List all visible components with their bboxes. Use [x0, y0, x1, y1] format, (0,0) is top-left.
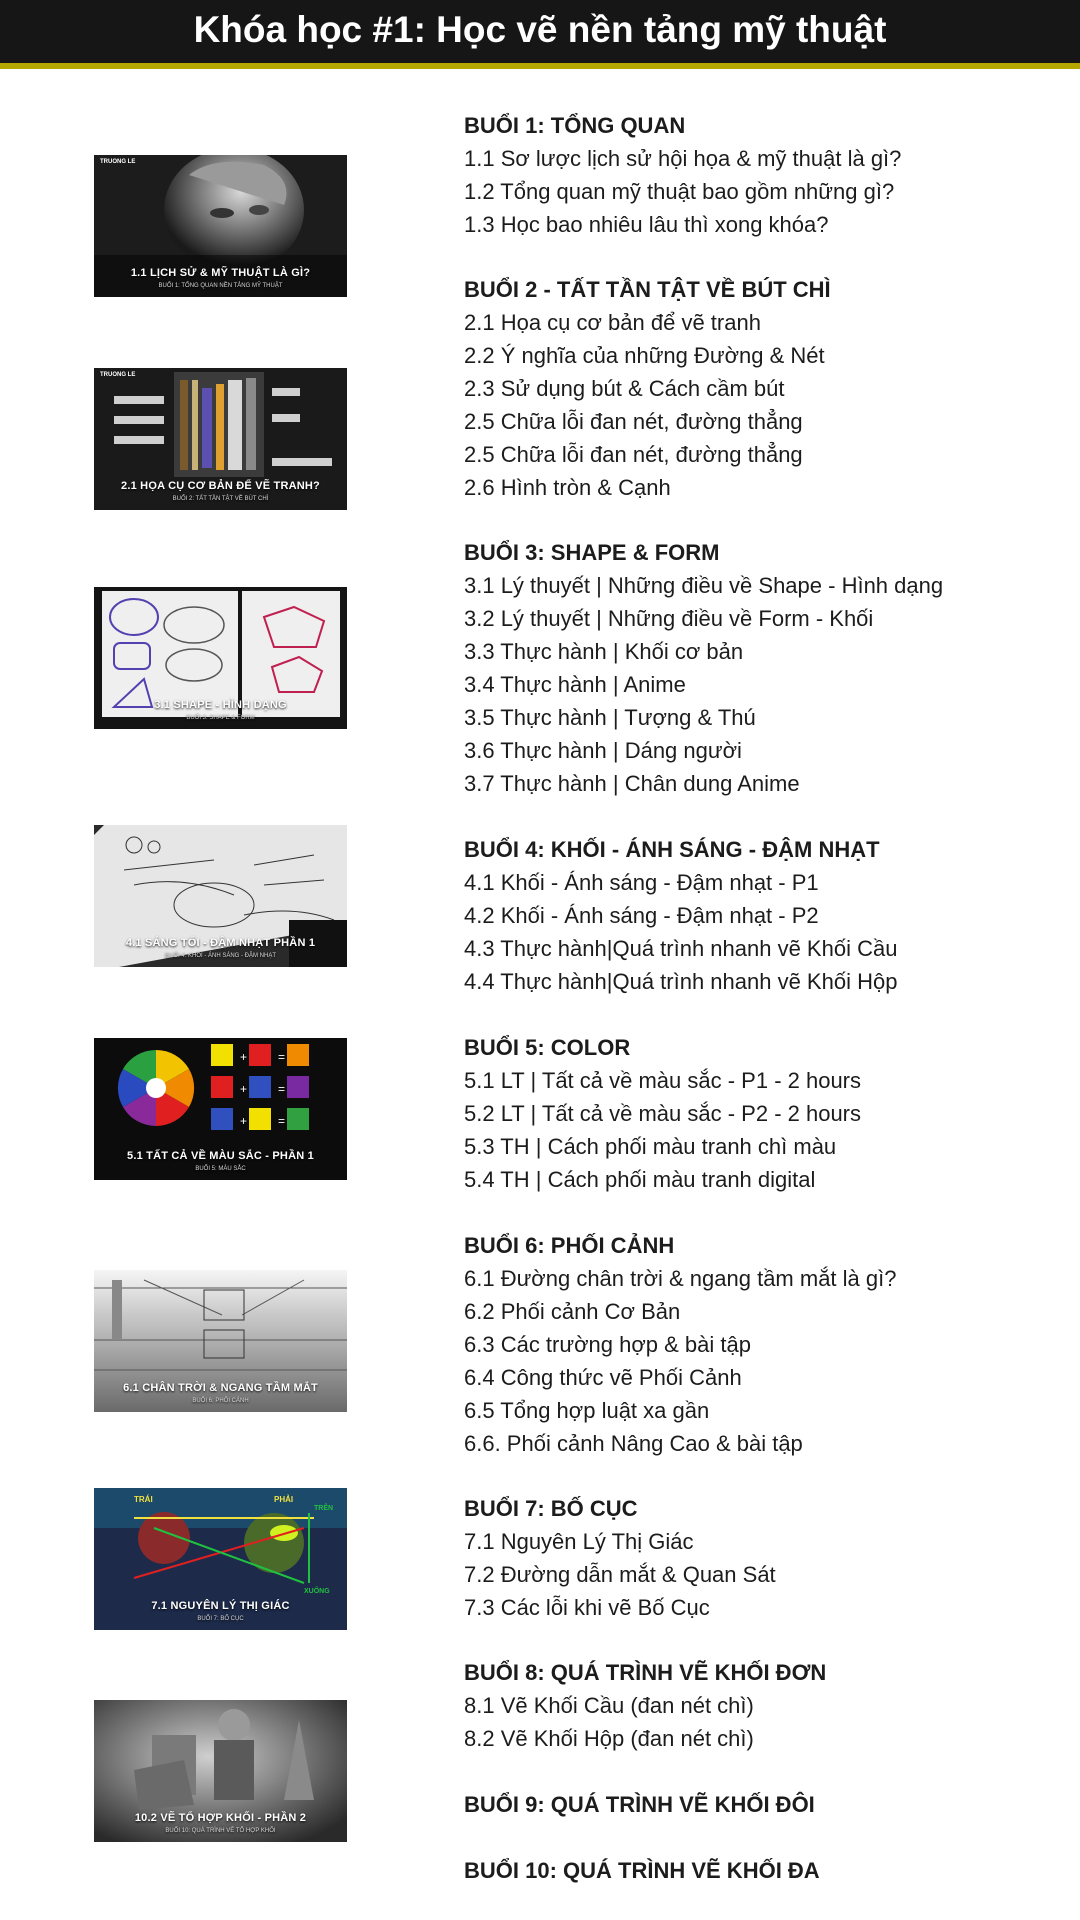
svg-text:=: =	[278, 1050, 286, 1064]
lesson-item[interactable]: 3.1 Lý thuyết | Những điều về Shape - Hình dạng	[464, 573, 944, 598]
thumbnail-subtitle: BUỔI 3: SHAPE & FORM	[186, 715, 255, 721]
session-1	[464, 109, 901, 241]
thumbnail-caption: 4.1 SÁNG TỐI - ĐẬM NHẠT PHẦN 1	[125, 937, 316, 949]
lesson-item[interactable]: 2.5 Chữa lỗi đan nét, đường thẳng	[464, 409, 803, 434]
video-thumbnail-1[interactable]	[94, 155, 347, 297]
lesson-item[interactable]: 4.2 Khối - Ánh sáng - Đậm nhạt - P2	[464, 903, 819, 928]
session-3	[464, 536, 943, 800]
video-thumbnail-3[interactable]	[94, 587, 347, 729]
thumbnail-subtitle: BUỔI 2: TẤT TẦN TẬT VỀ BÚT CHÌ	[172, 496, 269, 502]
svg-text:+: +	[240, 1050, 248, 1064]
thumbnail-subtitle: BUỔI 7: BỐ CỤC	[197, 1616, 244, 1622]
session-title: BUỔI 7: BỐ CỤC	[464, 1496, 638, 1521]
session-title: BUỔI 2 - TẤT TẦN TẬT VỀ BÚT CHÌ	[464, 277, 831, 302]
lesson-item[interactable]: 1.3 Học bao nhiêu lâu thì xong khóa?	[464, 212, 829, 237]
session-title: BUỔI 4: KHỐI - ÁNH SÁNG - ĐẬM NHẠT	[464, 837, 880, 862]
session-5	[464, 1031, 861, 1196]
lesson-item[interactable]: 3.4 Thực hành | Anime	[464, 672, 686, 697]
video-thumbnail-7[interactable]	[94, 1488, 347, 1630]
header-divider	[0, 63, 1080, 69]
lesson-item[interactable]: 2.5 Chữa lỗi đan nét, đường thẳng	[464, 442, 803, 467]
svg-text:+: +	[240, 1082, 248, 1096]
lesson-item[interactable]: 3.6 Thực hành | Dáng người	[464, 738, 742, 763]
video-thumbnail-6[interactable]	[94, 1270, 347, 1412]
label-right: PHẢI	[274, 1495, 294, 1504]
lesson-item[interactable]: 6.5 Tổng hợp luật xa gần	[464, 1398, 710, 1423]
lesson-item[interactable]: 7.2 Đường dẫn mắt & Quan Sát	[464, 1562, 776, 1587]
lesson-item[interactable]: 5.1 LT | Tất cả về màu sắc - P1 - 2 hours	[464, 1068, 862, 1093]
lesson-item[interactable]: 4.4 Thực hành|Quá trình nhanh vẽ Khối Hộp	[464, 969, 898, 994]
thumbnail-caption: 7.1 NGUYÊN LÝ THỊ GIÁC	[151, 1600, 290, 1612]
label-down: XUỐNG	[304, 1588, 330, 1595]
svg-text:=: =	[278, 1082, 286, 1096]
lesson-item[interactable]: 2.6 Hình tròn & Cạnh	[464, 475, 671, 500]
lesson-item[interactable]: 8.2 Vẽ Khối Hộp (đan nét chì)	[464, 1726, 754, 1751]
thumbnail-caption: 6.1 CHÂN TRỜI & NGANG TẦM MẮT	[123, 1382, 318, 1394]
session-title: BUỔI 10: QUÁ TRÌNH VẼ KHỐI ĐA	[464, 1858, 820, 1883]
lesson-item[interactable]: 6.4 Công thức vẽ Phối Cảnh	[464, 1365, 742, 1390]
brand-logo: TRUONG LE	[100, 372, 136, 378]
thumbnail-subtitle: BUỔI 10: QUÁ TRÌNH VẼ TỔ HỢP KHỐI	[165, 1828, 276, 1834]
lesson-item[interactable]: 6.3 Các trường hợp & bài tập	[464, 1332, 751, 1357]
lesson-item[interactable]: 6.1 Đường chân trời & ngang tầm mắt là gì?	[464, 1266, 897, 1291]
lesson-item[interactable]: 1.2 Tổng quan mỹ thuật bao gồm những gì?	[464, 179, 895, 204]
lesson-item[interactable]: 7.1 Nguyên Lý Thị Giác	[464, 1529, 694, 1554]
session-title: BUỔI 3: SHAPE & FORM	[464, 540, 720, 565]
label-left: TRÁI	[134, 1495, 153, 1504]
brand-logo: TRUONG LE	[100, 159, 136, 165]
video-thumbnail-2[interactable]	[94, 368, 347, 510]
video-thumbnail-4[interactable]	[94, 825, 347, 967]
session-8	[464, 1656, 826, 1755]
session-title: BUỔI 1: TỔNG QUAN	[464, 113, 686, 138]
label-up: TRÊN	[314, 1505, 334, 1512]
session-10	[464, 1854, 820, 1887]
lesson-item[interactable]: 2.3 Sử dụng bút & Cách cầm bút	[464, 376, 785, 401]
svg-text:=: =	[278, 1114, 286, 1128]
session-2	[464, 273, 831, 504]
svg-text:+: +	[240, 1114, 248, 1128]
thumbnail-caption: 1.1 LỊCH SỬ & MỸ THUẬT LÀ GÌ?	[130, 267, 311, 279]
lesson-item[interactable]: 3.7 Thực hành | Chân dung Anime	[464, 771, 800, 796]
session-title: BUỔI 9: QUÁ TRÌNH VẼ KHỐI ĐÔI	[464, 1792, 815, 1817]
page-title: Khóa học #1: Học vẽ nền tảng mỹ thuật	[0, 0, 1080, 64]
session-title: BUỔI 6: PHỐI CẢNH	[464, 1233, 675, 1258]
video-thumbnail-5[interactable]	[94, 1038, 347, 1180]
thumbnail-caption: 2.1 HỌA CỤ CƠ BẢN ĐỂ VẼ TRANH?	[121, 480, 320, 492]
lesson-item[interactable]: 5.3 TH | Cách phối màu tranh chì màu	[464, 1134, 837, 1159]
lesson-item[interactable]: 5.2 LT | Tất cả về màu sắc - P2 - 2 hours	[464, 1101, 862, 1126]
thumbnail-subtitle: BUỔI 1: TỔNG QUAN NỀN TẢNG MỸ THUẬT	[158, 283, 283, 289]
lesson-item[interactable]: 4.1 Khối - Ánh sáng - Đậm nhạt - P1	[464, 870, 819, 895]
session-4	[464, 833, 897, 998]
thumbnail-subtitle: BUỔI 6: PHỐI CẢNH	[192, 1398, 249, 1404]
session-title: BUỔI 8: QUÁ TRÌNH VẼ KHỐI ĐƠN	[464, 1660, 827, 1685]
session-9	[464, 1788, 815, 1821]
lesson-item[interactable]: 6.6. Phối cảnh Nâng Cao & bài tập	[464, 1431, 803, 1456]
lesson-item[interactable]: 3.5 Thực hành | Tượng & Thú	[464, 705, 756, 730]
thumbnail-subtitle: BUỔI 4: KHỐI - ÁNH SÁNG - ĐẬM NHẠT	[164, 953, 276, 959]
thumbnail-subtitle: BUỔI 5: MÀU SẮC	[195, 1166, 246, 1172]
lesson-item[interactable]: 1.1 Sơ lược lịch sử hội họa & mỹ thuật là gì?	[464, 146, 902, 171]
session-title: BUỔI 5: COLOR	[464, 1035, 631, 1060]
session-7	[464, 1492, 776, 1624]
thumbnail-caption: 3.1 SHAPE - HÌNH DẠNG	[154, 699, 287, 711]
video-thumbnail-8[interactable]	[94, 1700, 347, 1842]
thumbnail-caption: 5.1 TẤT CẢ VỀ MÀU SẮC - PHẦN 1	[127, 1150, 314, 1162]
lesson-item[interactable]: 5.4 TH | Cách phối màu tranh digital	[464, 1167, 816, 1192]
lesson-item[interactable]: 2.1 Họa cụ cơ bản để vẽ tranh	[464, 310, 761, 335]
thumbnail-caption: 10.2 VẼ TỔ HỢP KHỐI - PHẦN 2	[134, 1812, 307, 1824]
lesson-item[interactable]: 7.3 Các lỗi khi vẽ Bố Cục	[464, 1595, 710, 1620]
lesson-item[interactable]: 3.2 Lý thuyết | Những điều về Form - Khối	[464, 606, 874, 631]
lesson-item[interactable]: 8.1 Vẽ Khối Cầu (đan nét chì)	[464, 1693, 754, 1718]
lesson-item[interactable]: 2.2 Ý nghĩa của những Đường & Nét	[464, 343, 825, 368]
lesson-item[interactable]: 4.3 Thực hành|Quá trình nhanh vẽ Khối Cầu	[464, 936, 898, 961]
lesson-item[interactable]: 3.3 Thực hành | Khối cơ bản	[464, 639, 744, 664]
session-6	[464, 1229, 896, 1460]
lesson-item[interactable]: 6.2 Phối cảnh Cơ Bản	[464, 1299, 681, 1324]
